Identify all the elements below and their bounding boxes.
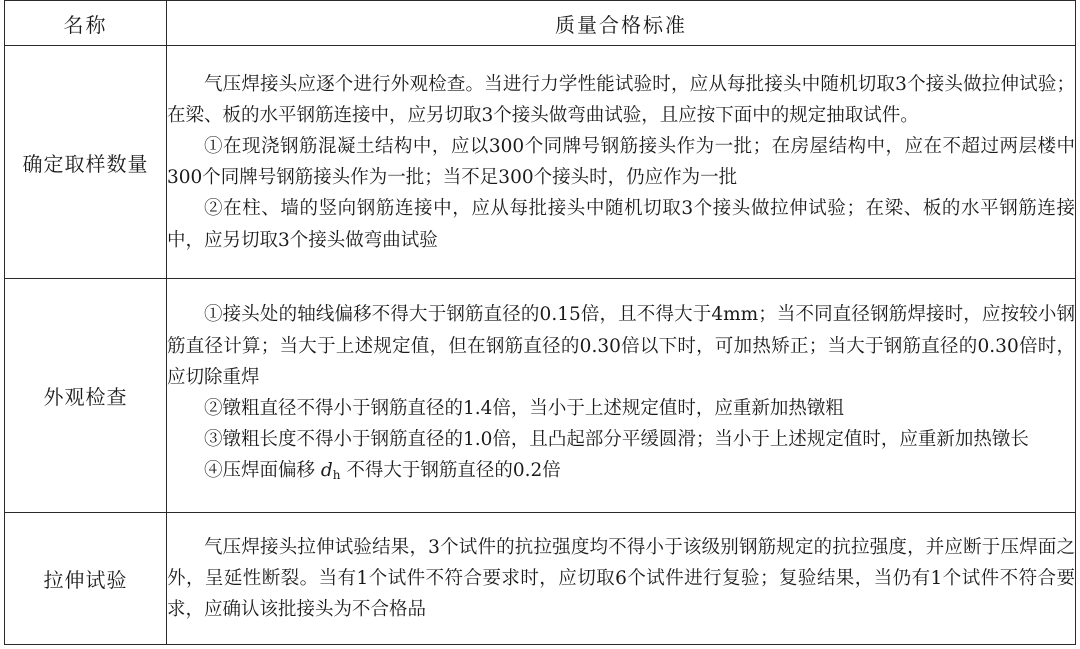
- sampling-item-2: ②在柱、墙的竖向钢筋连接中，应从每批接头中随机切取3个接头做拉伸试验；在梁、板的水平钢筋连接中，应另切取3个接头做弯曲试验: [167, 198, 1075, 251]
- row-label-sampling: 确定取样数量: [5, 46, 167, 279]
- appearance-item-3: ③镦粗长度不得小于钢筋直径的1.0倍，且凸起部分平缓圆滑；当小于上述规定值时，应重新加热镦长: [204, 429, 1029, 451]
- sampling-item-1: ①在现浇钢筋混凝土结构中，应以300个同牌号钢筋接头作为一批；在房屋结构中，应在不超过两层楼中300个同牌号钢筋接头作为一批；当不足300个接头时，仍应作为一批: [167, 135, 1075, 189]
- quality-standard-table: [4, 0, 1076, 645]
- table-row: [5, 279, 1076, 512]
- sampling-paragraph: 气压焊接头应逐个进行外观检查。当进行力学性能试验时，应从每批接头中随机切取3个接头做拉伸试验；在梁、板的水平钢筋连接中，应另切取3个接头做弯曲试验，且应按下面中的规定抽取试件。: [167, 73, 1075, 126]
- table-row: [5, 512, 1076, 644]
- row-content-tensile: [167, 512, 1076, 644]
- row-label-tensile: 拉伸试验: [5, 512, 167, 644]
- symbol-sub-h: h: [332, 468, 341, 483]
- symbol-d: d: [320, 460, 333, 482]
- appearance-item-4-prefix: ④压焊面偏移: [204, 460, 316, 482]
- tensile-paragraph: 气压焊接头拉伸试验结果，3个试件的抗拉强度均不得小于该级别钢筋规定的抗拉强度，并应断于压焊面之外，呈延性断裂。当有1个试件不符合要求时，应切取6个试件进行复验；复验结果，当仍有1个试件不符合要求，应确认该批接头为不合格品: [167, 536, 1075, 620]
- table-header-row: [5, 1, 1076, 46]
- row-content-appearance: [167, 279, 1076, 512]
- appearance-item-1: ①接头处的轴线偏移不得大于钢筋直径的0.15倍，且不得大于4mm；当不同直径钢筋焊接时，应按较小钢筋直径计算；当大于上述规定值，但在钢筋直径的0.30倍以下时，可加热矫正；当大于钢筋直径的0.30倍时，应切除重焊: [167, 304, 1075, 388]
- header-standard: 质量合格标准: [167, 1, 1076, 46]
- appearance-item-4: [167, 455, 1075, 491]
- table-row: [5, 46, 1076, 279]
- row-content-sampling: [167, 46, 1076, 279]
- header-name: 名称: [5, 1, 167, 46]
- appearance-item-2: ②镦粗直径不得小于钢筋直径的1.4倍，当小于上述规定值时，应重新加热镦粗: [204, 398, 844, 420]
- row-label-appearance: 外观检查: [5, 279, 167, 512]
- appearance-item-4-suffix: 不得大于钢筋直径的0.2倍: [346, 460, 561, 482]
